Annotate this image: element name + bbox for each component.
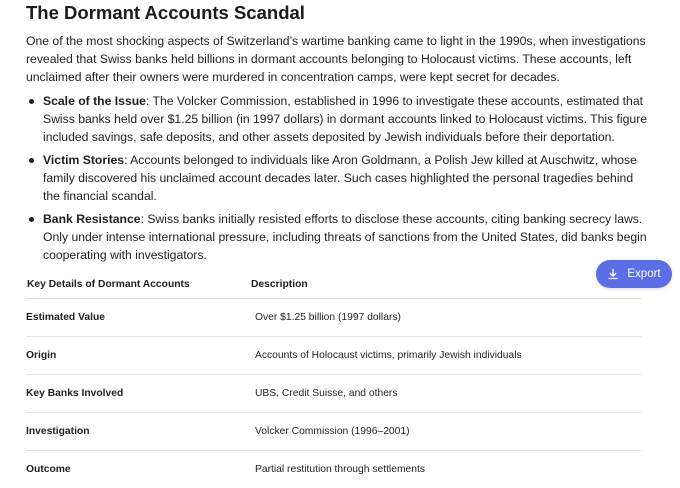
table-header	[26, 270, 641, 299]
export-button[interactable]	[596, 260, 672, 288]
row-key: Estimated Value	[26, 312, 105, 323]
column-header-key: Key Details of Dormant Accounts	[27, 278, 190, 290]
table-row	[26, 337, 641, 375]
row-description: Over $1.25 billion (1997 dollars)	[255, 312, 401, 323]
bullet-text: : The Volcker Commission, established in 1996 to investigate these accounts, estimated that Swiss banks held over $1.25 billion (in 1997 dollars) in dormant accounts linked to Holocaust victims. This figure included savings, safe deposits, and other assets deposited by Jewish individuals before their deportation.	[43, 94, 648, 144]
row-key: Key Banks Involved	[26, 388, 124, 399]
row-description: Accounts of Holocaust victims, primarily Jewish individuals	[255, 350, 522, 361]
row-key: Outcome	[26, 464, 71, 475]
bullet-dot-icon	[29, 99, 34, 104]
bullet-term: Victim Stories	[43, 153, 125, 167]
table-row	[26, 375, 641, 413]
bullet-term: Scale of the Issue	[43, 94, 146, 108]
bullet-item-victims	[26, 151, 648, 205]
intro-paragraph: One of the most shocking aspects of Switzerland’s wartime banking came to light in the 1990s, when investigations revealed that Swiss banks held billions in dormant accounts belonging to Holocaust victims. These accounts, left unclaimed after their owners were murdered in concentration camps, were kept secret for decades.	[26, 34, 646, 84]
row-description: Partial restitution through settlements	[255, 464, 425, 475]
download-icon	[607, 268, 619, 280]
table-row	[26, 451, 641, 488]
table-row	[26, 299, 641, 337]
bullet-item-scale	[26, 92, 648, 146]
bullet-dot-icon	[29, 158, 34, 163]
row-description: UBS, Credit Suisse, and others	[255, 388, 398, 399]
bullet-text: : Accounts belonged to individuals like Aron Goldmann, a Polish Jew killed at Auschwitz, whose family discovered his unclaimed account decades later. Such cases highlighted the personal tragedies behind the financial scandal.	[43, 153, 637, 203]
details-table	[26, 270, 641, 488]
article	[26, 0, 648, 269]
bullet-text: : Swiss banks initially resisted efforts to disclose these accounts, citing banking secrecy laws. Only under intense international pressure, including threats of sanctions from the United States, did banks begin cooperating with investigators.	[43, 212, 647, 262]
column-header-description: Description	[251, 278, 308, 290]
row-description: Volcker Commission (1996–2001)	[255, 426, 410, 437]
article-title: The Dormant Accounts Scandal	[26, 2, 305, 23]
bullet-term: Bank Resistance	[43, 212, 141, 226]
bullet-list	[26, 92, 648, 264]
row-key: Investigation	[26, 426, 90, 437]
bullet-dot-icon	[29, 217, 34, 222]
row-key: Origin	[26, 350, 57, 361]
bullet-item-resistance	[26, 210, 648, 264]
export-button-label: Export	[627, 268, 661, 280]
table-row	[26, 413, 641, 451]
